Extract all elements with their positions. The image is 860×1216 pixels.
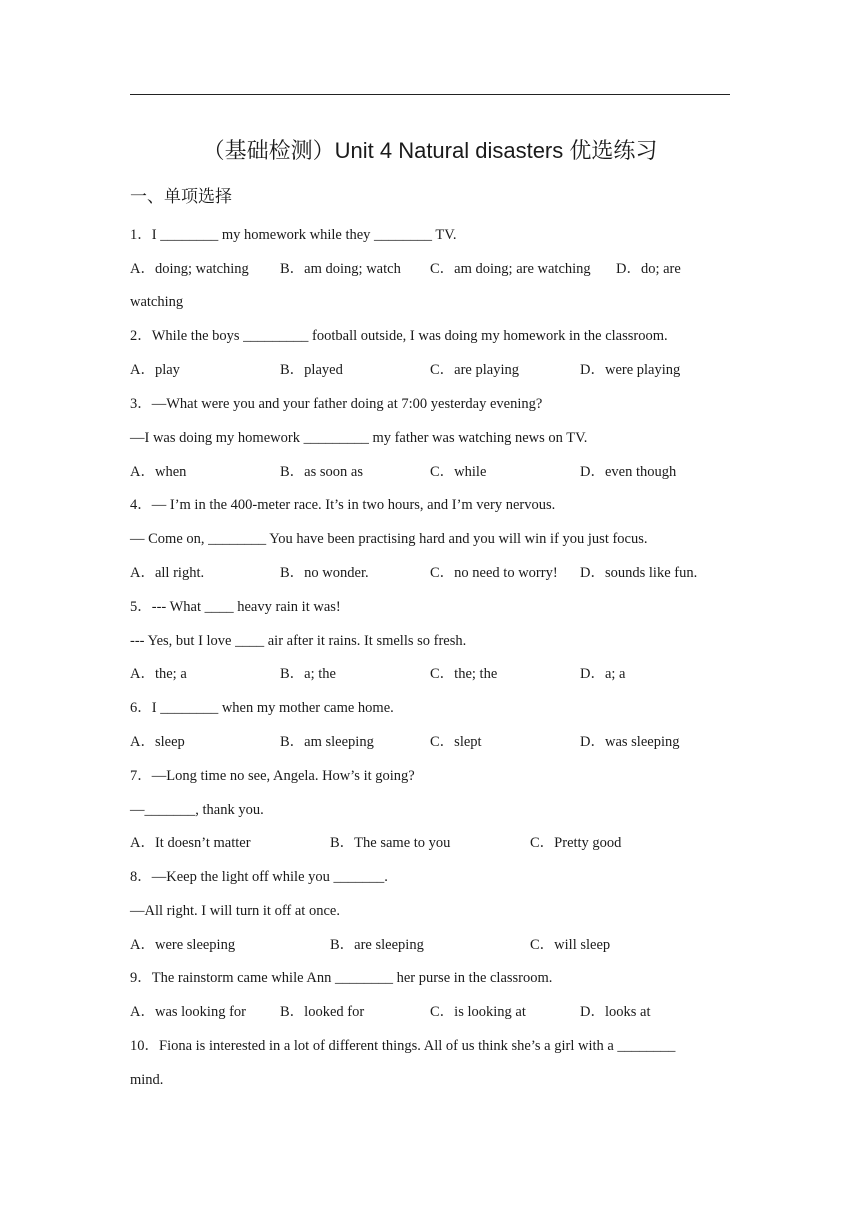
- question-9-option-d[interactable]: D．looks at: [580, 1004, 651, 1020]
- question-6-stem: 6．I ________ when my mother came home.: [130, 700, 394, 716]
- question-1-option-d-wrap: watching: [130, 294, 184, 310]
- question-8-option-b[interactable]: B．are sleeping: [330, 937, 424, 953]
- question-1-option-a[interactable]: A．doing; watching: [130, 261, 249, 277]
- question-7-option-b[interactable]: B．The same to you: [330, 835, 451, 851]
- question-4-stem: 4．— I’m in the 400-meter race. It’s in two hours, and I’m very nervous.: [130, 497, 556, 513]
- question-6-option-c[interactable]: C．slept: [430, 734, 482, 750]
- question-5-option-c[interactable]: C．the; the: [430, 666, 498, 682]
- question-3-stem: 3．—What were you and your father doing at 7:00 yesterday evening?: [130, 396, 543, 412]
- question-7-stem-reply: —_______, thank you.: [130, 802, 264, 818]
- question-3-option-c[interactable]: C．while: [430, 464, 487, 480]
- section-heading: 一、单项选择: [130, 187, 232, 207]
- question-2-option-d[interactable]: D．were playing: [580, 362, 681, 378]
- question-5-option-d[interactable]: D．a; a: [580, 666, 626, 682]
- question-7-option-a[interactable]: A．It doesn’t matter: [130, 835, 251, 851]
- question-5-option-b[interactable]: B．a; the: [280, 666, 336, 682]
- question-10-stem-wrap: mind.: [130, 1072, 164, 1088]
- header-rule: [130, 94, 730, 95]
- question-5-option-a[interactable]: A．the; a: [130, 666, 187, 682]
- question-6-option-a[interactable]: A．sleep: [130, 734, 185, 750]
- question-8-option-a[interactable]: A．were sleeping: [130, 937, 236, 953]
- question-4-stem-reply: — Come on, ________ You have been practising hard and you will win if you just focus.: [130, 531, 648, 547]
- question-7-stem: 7．—Long time no see, Angela. How’s it going?: [130, 768, 415, 784]
- question-5-stem: 5．--- What ____ heavy rain it was!: [130, 599, 341, 615]
- question-6-option-b[interactable]: B．am sleeping: [280, 734, 374, 750]
- question-1-option-b[interactable]: B．am doing; watch: [280, 261, 401, 277]
- question-9-option-b[interactable]: B．looked for: [280, 1004, 365, 1020]
- question-4-option-c[interactable]: C．no need to worry!: [430, 565, 558, 581]
- question-8-stem: 8．—Keep the light off while you _______.: [130, 869, 388, 885]
- question-2-option-b[interactable]: B．played: [280, 362, 343, 378]
- question-6-option-d[interactable]: D．was sleeping: [580, 734, 680, 750]
- question-1-stem: 1．I ________ my homework while they ________ TV.: [130, 227, 457, 243]
- question-2-option-c[interactable]: C．are playing: [430, 362, 519, 378]
- question-3-stem-reply: —I was doing my homework _________ my father was watching news on TV.: [130, 430, 588, 446]
- question-9-stem: 9．The rainstorm came while Ann ________ her purse in the classroom.: [130, 970, 553, 986]
- question-8-option-c[interactable]: C．will sleep: [530, 937, 611, 953]
- question-2-option-a[interactable]: A．play: [130, 362, 180, 378]
- page-title: （基础检测）Unit 4 Natural disasters 优选练习: [202, 138, 658, 163]
- question-9-option-a[interactable]: A．was looking for: [130, 1004, 246, 1020]
- question-1-option-c[interactable]: C．am doing; are watching: [430, 261, 591, 277]
- question-10-stem: 10．Fiona is interested in a lot of different things. All of us think she’s a girl with a ________: [130, 1038, 676, 1054]
- question-8-stem-reply: —All right. I will turn it off at once.: [130, 903, 340, 919]
- question-9-option-c[interactable]: C．is looking at: [430, 1004, 526, 1020]
- question-3-option-b[interactable]: B．as soon as: [280, 464, 363, 480]
- question-7-option-c[interactable]: C．Pretty good: [530, 835, 622, 851]
- question-3-option-d[interactable]: D．even though: [580, 464, 677, 480]
- question-2-stem: 2．While the boys _________ football outside, I was doing my homework in the classroom.: [130, 328, 668, 344]
- question-5-stem-reply: --- Yes, but I love ____ air after it rains. It smells so fresh.: [130, 633, 467, 649]
- question-4-option-b[interactable]: B．no wonder.: [280, 565, 369, 581]
- question-1-option-d[interactable]: D．do; are: [616, 261, 681, 277]
- question-4-option-a[interactable]: A．all right.: [130, 565, 205, 581]
- question-3-option-a[interactable]: A．when: [130, 464, 187, 480]
- question-4-option-d[interactable]: D．sounds like fun.: [580, 565, 698, 581]
